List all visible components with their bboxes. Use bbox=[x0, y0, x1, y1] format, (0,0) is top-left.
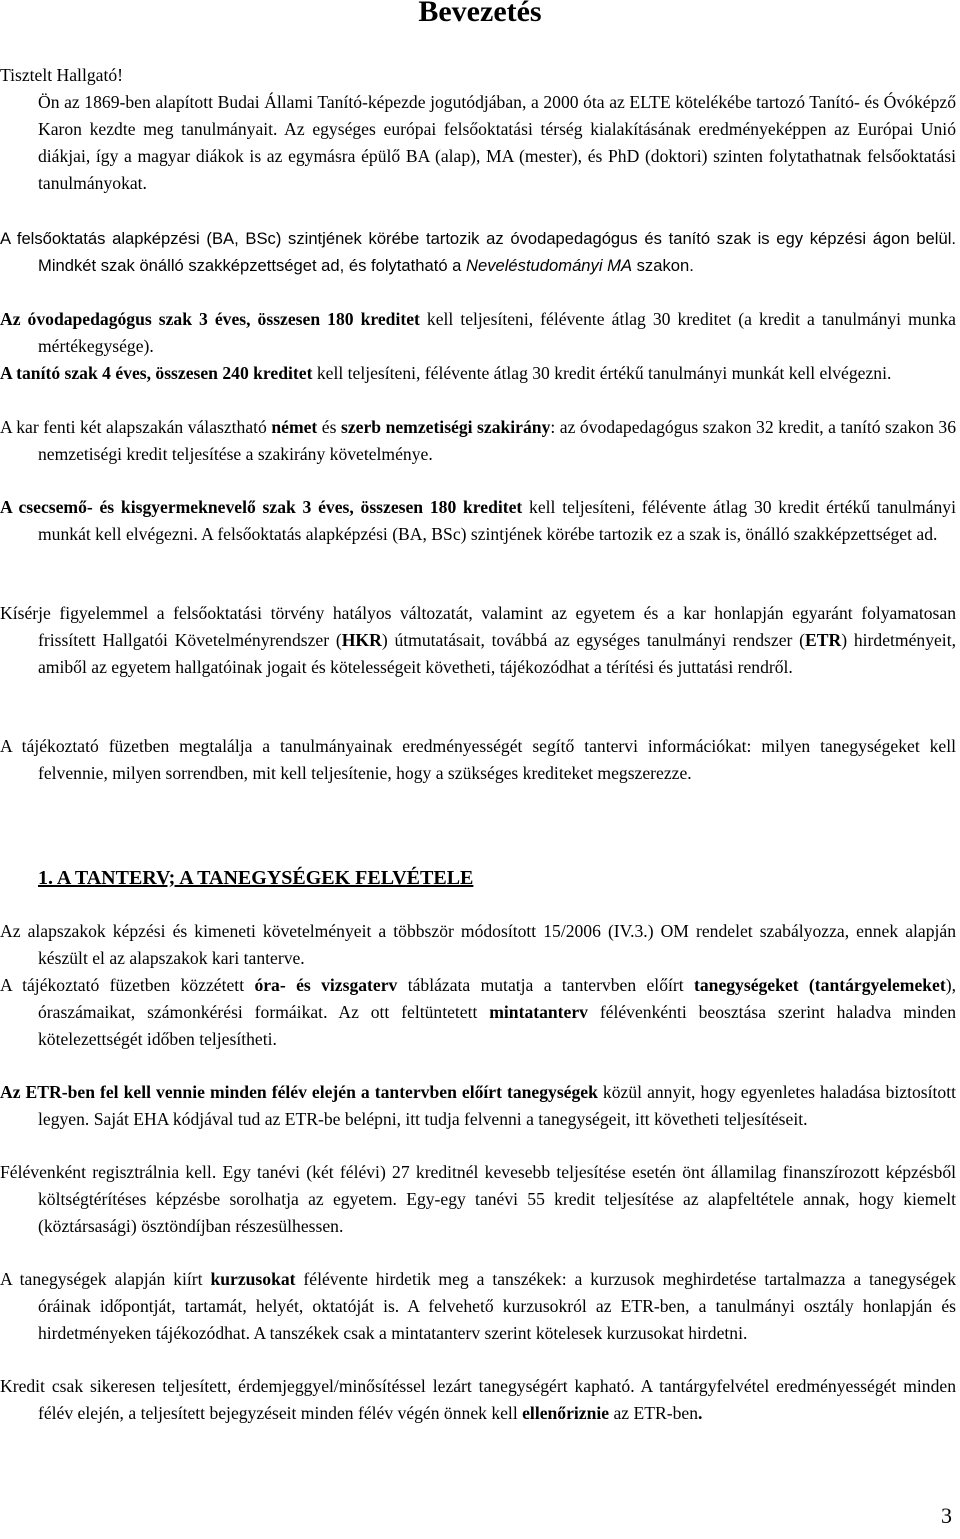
paragraph-nemzetisegi bbox=[0, 414, 956, 468]
p7-a: Kísérje figyelemmel a felsőoktatási törvény hatályos változatát, valamint az egyetem és a kar honlapján egyaránt folyamatosan frissített Hallgatói Követelményrendszer ( bbox=[0, 603, 956, 650]
s6-d: . bbox=[698, 1403, 703, 1423]
paragraph-etr bbox=[0, 1079, 956, 1133]
intro-text bbox=[38, 89, 956, 197]
paragraph-tanito bbox=[0, 360, 956, 387]
p3-bold: Az óvodapedagógus szak 3 éves, összesen 180 kreditet bbox=[0, 309, 420, 329]
paragraph-csecsemo bbox=[0, 494, 956, 548]
s6-a: Kredit csak sikeresen teljesített, érdemjeggyel/minősítéssel lezárt tanegységért kapható. A tantárgyfelvétel eredményességét minden félév elején, a teljesített bejegyzéseit minden félév végén önnek kell bbox=[0, 1376, 956, 1423]
paragraph-tajekoztato-text: A tájékoztató füzetben megtalálja a tanulmányainak eredményességét segítő tantervi információkat: milyen tanegységeket kell felvennie, milyen sorrendben, mit kell teljesítenie, hogy a szükséges krediteket megszerezze. bbox=[0, 736, 956, 783]
p7-b1: HKR bbox=[341, 630, 382, 650]
p6-text: kell teljesíteni, félévente átlag 30 kredit értékű tanulmányi munkát kell elvégezni. A felsőoktatás alapképzési (BA, BSc) szintjének körébe tartozik ez a szak is, önálló szakképzettséget ad. bbox=[38, 497, 956, 544]
paragraph-kurzusok bbox=[0, 1266, 956, 1347]
p6-bold: A csecsemő- és kisgyermeknevelő szak 3 éves, összesen 180 kreditet bbox=[0, 497, 523, 517]
p5-b2: szerb bbox=[340, 417, 382, 437]
paragraph-oraterv bbox=[0, 972, 956, 1053]
p2-italic: Neveléstudományi MA bbox=[466, 256, 633, 275]
paragraph-ovoda bbox=[0, 306, 956, 360]
p5-b3: nemzetiségi szakirány bbox=[385, 417, 551, 437]
s2-c: táblázata mutatja a tantervben előírt bbox=[397, 975, 694, 995]
s3-bold: Az ETR-ben fel kell vennie minden félév elején a tantervben előírt tanegységek bbox=[0, 1082, 598, 1102]
s5-c: félévente hirdetik meg a tanszékek: a kurzusok meghirdetése tartalmazza a tanegységek óráinak időpontját, tartamát, helyét, oktatóját is. A felvehető kurzusokról az ETR-ben, a tanulmányi osztály honlapján és hirdetményeken tájékozódhat. A tanszékek csak a mintatanterv szerint kötelesek kurzusokat hirdetni. bbox=[38, 1269, 956, 1343]
paragraph-regisztracio bbox=[0, 1159, 956, 1240]
paragraph-tanito-text bbox=[0, 360, 956, 387]
paragraph-csecsemo-text bbox=[0, 494, 956, 548]
s3-text: közül annyit, hogy egyenletes haladása biztosított legyen. Saját EHA kódjával tud az ETR-be belépni, itt tudja felvenni a tanegységeit, itt követheti teljesítéseit. bbox=[38, 1082, 957, 1129]
s6-c: az ETR-ben bbox=[609, 1403, 698, 1423]
paragraph-regisztracio-text: Félévenként regisztrálnia kell. Egy tanévi (két félévi) 27 kreditnél kevesebb teljesítése esetén önt államilag finanszírozott képzésből költségtérítéses képzésbe sorolhatja az egyetem. Egy-egy tanévi 55 kredit teljesítése az alapfeltétele annak, hogy kiemelt (köztársasági) ösztöndíjban részesülhessen. bbox=[0, 1162, 956, 1236]
paragraph-etr-text bbox=[0, 1079, 956, 1133]
paragraph-nemzetisegi-text bbox=[0, 414, 956, 468]
greeting bbox=[0, 62, 956, 89]
paragraph-oraterv-text bbox=[0, 972, 956, 1053]
s6-b: ellenőriznie bbox=[522, 1403, 610, 1423]
p3-text: kell teljesíteni, félévente átlag 30 kreditet (a kredit a tanulmányi munka mértékegysége). bbox=[38, 309, 956, 356]
paragraph-kredit-text bbox=[0, 1373, 956, 1427]
paragraph-kurzusok-text bbox=[0, 1266, 956, 1347]
paragraph-ba-levels-text bbox=[0, 225, 956, 279]
paragraph-rendelet bbox=[0, 918, 956, 972]
p5-a: A kar fenti két alapszakán választható bbox=[0, 417, 272, 437]
paragraph-ovoda-text bbox=[0, 306, 956, 360]
p5-b1: német bbox=[271, 417, 318, 437]
s2-b1: óra- és vizsgaterv bbox=[254, 975, 398, 995]
paragraph-ba-levels bbox=[0, 225, 956, 279]
paragraph-tajekoztato bbox=[0, 733, 956, 787]
s2-e: félévenkénti beosztása szerint haladva minden kötelezettségét időben teljesítheti. bbox=[38, 1002, 956, 1049]
paragraph-hkr-text bbox=[0, 600, 956, 681]
s2-a: A tájékoztató füzetben közzétett bbox=[0, 975, 255, 995]
s5-a: A tanegységek alapján kiírt bbox=[0, 1269, 211, 1289]
paragraph-hkr bbox=[0, 600, 956, 681]
p2-end: szakon. bbox=[632, 256, 694, 275]
greeting-text: Tisztelt Hallgató! bbox=[0, 65, 123, 85]
p5-e: : az óvodapedagógus szakon 32 kredit, a tanító szakon 36 nemzetiségi kredit teljesítése a szakirány követelménye. bbox=[38, 417, 957, 464]
s2-d: ), óraszámaikat, számonkérési formáikat. Az ott feltüntetett bbox=[38, 975, 956, 1022]
s2-b2: tanegységeket (tantárgyelemeket bbox=[694, 975, 946, 995]
page-title: Bevezetés bbox=[418, 0, 542, 28]
s5-b: kurzusokat bbox=[210, 1269, 296, 1289]
p7-c: ) útmutatásait, továbbá az egységes tanulmányi rendszer ( bbox=[381, 630, 806, 650]
p4-text: kell teljesíteni, félévente átlag 30 kredit értékű tanulmányi munkát kell elvégezni. bbox=[312, 363, 892, 383]
page-number: 3 bbox=[941, 1503, 952, 1528]
s2-b3: mintatanterv bbox=[489, 1002, 588, 1022]
p5-c: és bbox=[317, 417, 341, 437]
paragraph-rendelet-text: Az alapszakok képzési és kimeneti követelményeit a többször módosított 15/2006 (IV.3.) OM rendelet szabályozza, ennek alapján készült el az alapszakok kari tanterve. bbox=[0, 921, 956, 968]
p7-b2: ETR bbox=[805, 630, 842, 650]
intro-sentence-2: Az egységes európai felsőoktatási térség kialakításának eredményeképpen az Európai Unió diákjai, így a magyar diákok is az egymásra épülő BA (alap), MA (mester), és PhD (doktori) szinten folytathatnak felsőoktatási tanulmányokat. bbox=[38, 119, 956, 193]
section-heading: 1. A TANTERV; A TANEGYSÉGEK FELVÉTELE bbox=[38, 867, 474, 889]
paragraph-kredit bbox=[0, 1373, 956, 1427]
intro-paragraph bbox=[38, 89, 956, 197]
p2-text: A felsőoktatás alapképzési (BA, BSc) szintjének körébe tartozik az óvodapedagógus és tanító szak is egy képzési ágon belül. Mindkét szak önálló szakképzettséget ad, és folytatható a bbox=[0, 229, 956, 275]
intro-sentence-1: Ön az 1869-ben alapított Budai Állami Tanító-képezde jogutódjában, a 2000 óta az ELTE kötelékébe tartozó Tanító- és Óvóképző Karon kezdte meg tanulmányait. bbox=[38, 92, 956, 139]
p4-bold: A tanító szak 4 éves, összesen 240 kreditet bbox=[0, 363, 313, 383]
p7-d: ) hirdetményeit, amiből az egyetem hallgatóinak jogait és kötelességeit követheti, tájékozódhat a térítési és juttatási rendről. bbox=[38, 630, 956, 677]
